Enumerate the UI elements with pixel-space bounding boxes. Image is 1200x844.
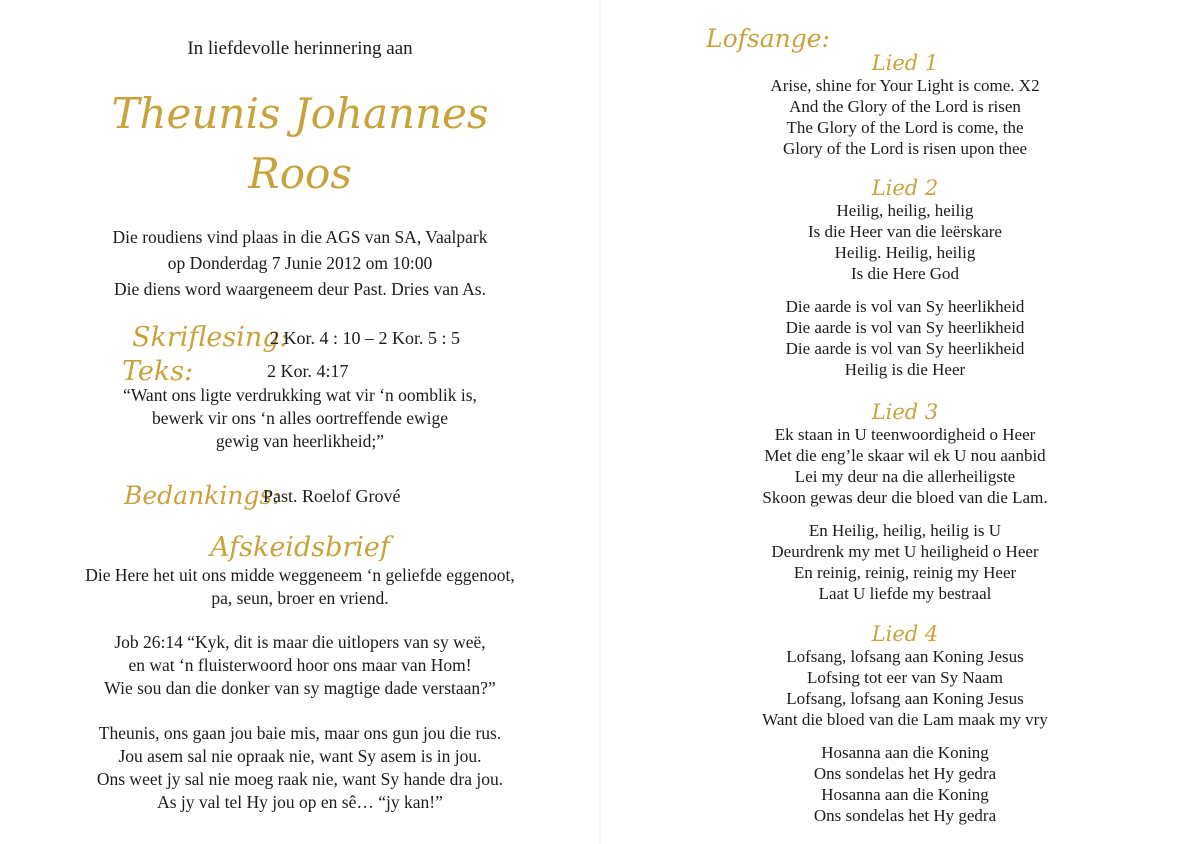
song-stanza (740, 200, 1070, 284)
bedankings-value: Past. Roelof Grové (263, 486, 401, 506)
song-stanza (740, 742, 1070, 826)
deceased-name-surname: Roos (248, 149, 352, 198)
lyric-line: Heilig is die Heer (844, 360, 966, 379)
paragraph-line: en wat ‘n fluisterwoord hoor ons maar van Hom! (128, 655, 472, 675)
afskeidsbrief-paragraph (40, 564, 560, 610)
paragraph-line: Jou asem sal nie opraak nie, want Sy asem is in jou. (118, 746, 482, 766)
lyric-line: Lei my deur na die allerheiligste (794, 467, 1016, 486)
song-stanza (740, 520, 1070, 604)
afskeidsbrief-title: Afskeidsbrief (210, 532, 390, 563)
lyric-line: Ons sondelas het Hy gedra (813, 806, 997, 825)
service-line: Die roudiens vind plaas in die AGS van SA, Vaalpark (112, 227, 488, 247)
song-title: Lied 4 (871, 622, 939, 646)
skriflesing-label: Skriflesing: (132, 322, 289, 353)
lyric-line: En Heilig, heilig, heilig is U (808, 521, 1002, 540)
lyric-line: The Glory of the Lord is come, the (786, 118, 1024, 137)
song-lied-2 (740, 176, 1070, 380)
song-title: Lied 2 (871, 176, 939, 200)
teks-label: Teks: (122, 356, 194, 387)
lyric-line: Laat U liefde my bestraal (818, 584, 992, 603)
lyric-line: Lofsang, lofsang aan Koning Jesus (786, 689, 1024, 708)
paragraph-line: pa, seun, broer en vriend. (211, 588, 389, 608)
lyric-line: Ons sondelas het Hy gedra (813, 764, 997, 783)
lyric-line: Die aarde is vol van Sy heerlikheid (785, 339, 1025, 358)
lyric-line: Ek staan in U teenwoordigheid o Heer (774, 425, 1036, 444)
skriflesing-value: 2 Kor. 4 : 10 – 2 Kor. 5 : 5 (270, 328, 461, 348)
service-details (60, 224, 540, 302)
paragraph-line: Job 26:14 “Kyk, dit is maar die uitlopers van sy weë, (114, 632, 486, 652)
song-stanza (740, 646, 1070, 730)
lyric-line: Want die bloed van die Lam maak my vry (762, 710, 1048, 729)
paragraph-line: Ons weet jy sal nie moeg raak nie, want Sy hande dra jou. (96, 769, 504, 789)
lyric-line: Met die eng’le skaar wil ek U nou aanbid (764, 446, 1046, 465)
intro-text: In liefdevolle herinnering aan (187, 38, 413, 59)
song-lied-4 (740, 622, 1070, 826)
quote-line: “Want ons ligte verdrukking wat vir ‘n oomblik is, (123, 385, 477, 405)
paragraph-line: As jy val tel Hy jou op en sê… “jy kan!” (157, 792, 443, 812)
lyric-line: En reinig, reinig, reinig my Heer (793, 563, 1017, 582)
page-fold (599, 0, 601, 844)
lyric-line: Die aarde is vol van Sy heerlikheid (785, 318, 1025, 337)
lyric-line: Arise, shine for Your Light is come. X2 (770, 76, 1040, 95)
lyric-line: Hosanna aan die Koning (821, 785, 989, 804)
song-title: Lied 1 (871, 51, 939, 75)
lyric-line: Lofsang, lofsang aan Koning Jesus (786, 647, 1024, 666)
lyric-line: Die aarde is vol van Sy heerlikheid (785, 297, 1025, 316)
song-lied-1 (740, 51, 1070, 159)
service-line: Die diens word waargeneem deur Past. Dries van As. (114, 279, 486, 299)
lyric-line: Skoon gewas deur die bloed van die Lam. (762, 488, 1048, 507)
lyric-line: Deurdrenk my met U heiligheid o Heer (771, 542, 1039, 561)
quote-line: bewerk vir ons ‘n alles oortreffende ewige (151, 408, 449, 428)
song-stanza (740, 424, 1070, 508)
song-stanza (740, 296, 1070, 380)
deceased-name-first: Theunis Johannes (111, 89, 489, 138)
lyric-line: And the Glory of the Lord is risen (789, 97, 1021, 116)
song-stanza (740, 75, 1070, 159)
lyric-line: Is die Heer van die leërskare (808, 222, 1002, 241)
lyric-line: Heilig, heilig, heilig (836, 201, 974, 220)
teks-value: 2 Kor. 4:17 (267, 361, 349, 381)
afskeidsbrief-paragraph (40, 722, 560, 814)
teks-quote (60, 384, 540, 453)
paragraph-line: Wie sou dan die donker van sy magtige dade verstaan?” (104, 678, 496, 698)
service-line: op Donderdag 7 Junie 2012 om 10:00 (167, 253, 433, 273)
lyric-line: Heilig. Heilig, heilig (834, 243, 976, 262)
paragraph-line: Theunis, ons gaan jou baie mis, maar ons gun jou die rus. (98, 723, 502, 743)
lyric-line: Hosanna aan die Koning (821, 743, 989, 762)
lofsange-heading: Lofsange: (706, 24, 830, 53)
paragraph-line: Die Here het uit ons midde weggeneem ‘n geliefde eggenoot, (85, 565, 515, 585)
afskeidsbrief-paragraph (40, 631, 560, 700)
lyric-line: Glory of the Lord is risen upon thee (782, 139, 1028, 158)
lyric-line: Is die Here God (850, 264, 960, 283)
bedankings-label: Bedankings: (124, 481, 281, 510)
quote-line: gewig van heerlikheid;” (215, 431, 385, 451)
song-lied-3 (740, 400, 1070, 604)
lyric-line: Lofsing tot eer van Sy Naam (807, 668, 1003, 687)
song-title: Lied 3 (871, 400, 939, 424)
